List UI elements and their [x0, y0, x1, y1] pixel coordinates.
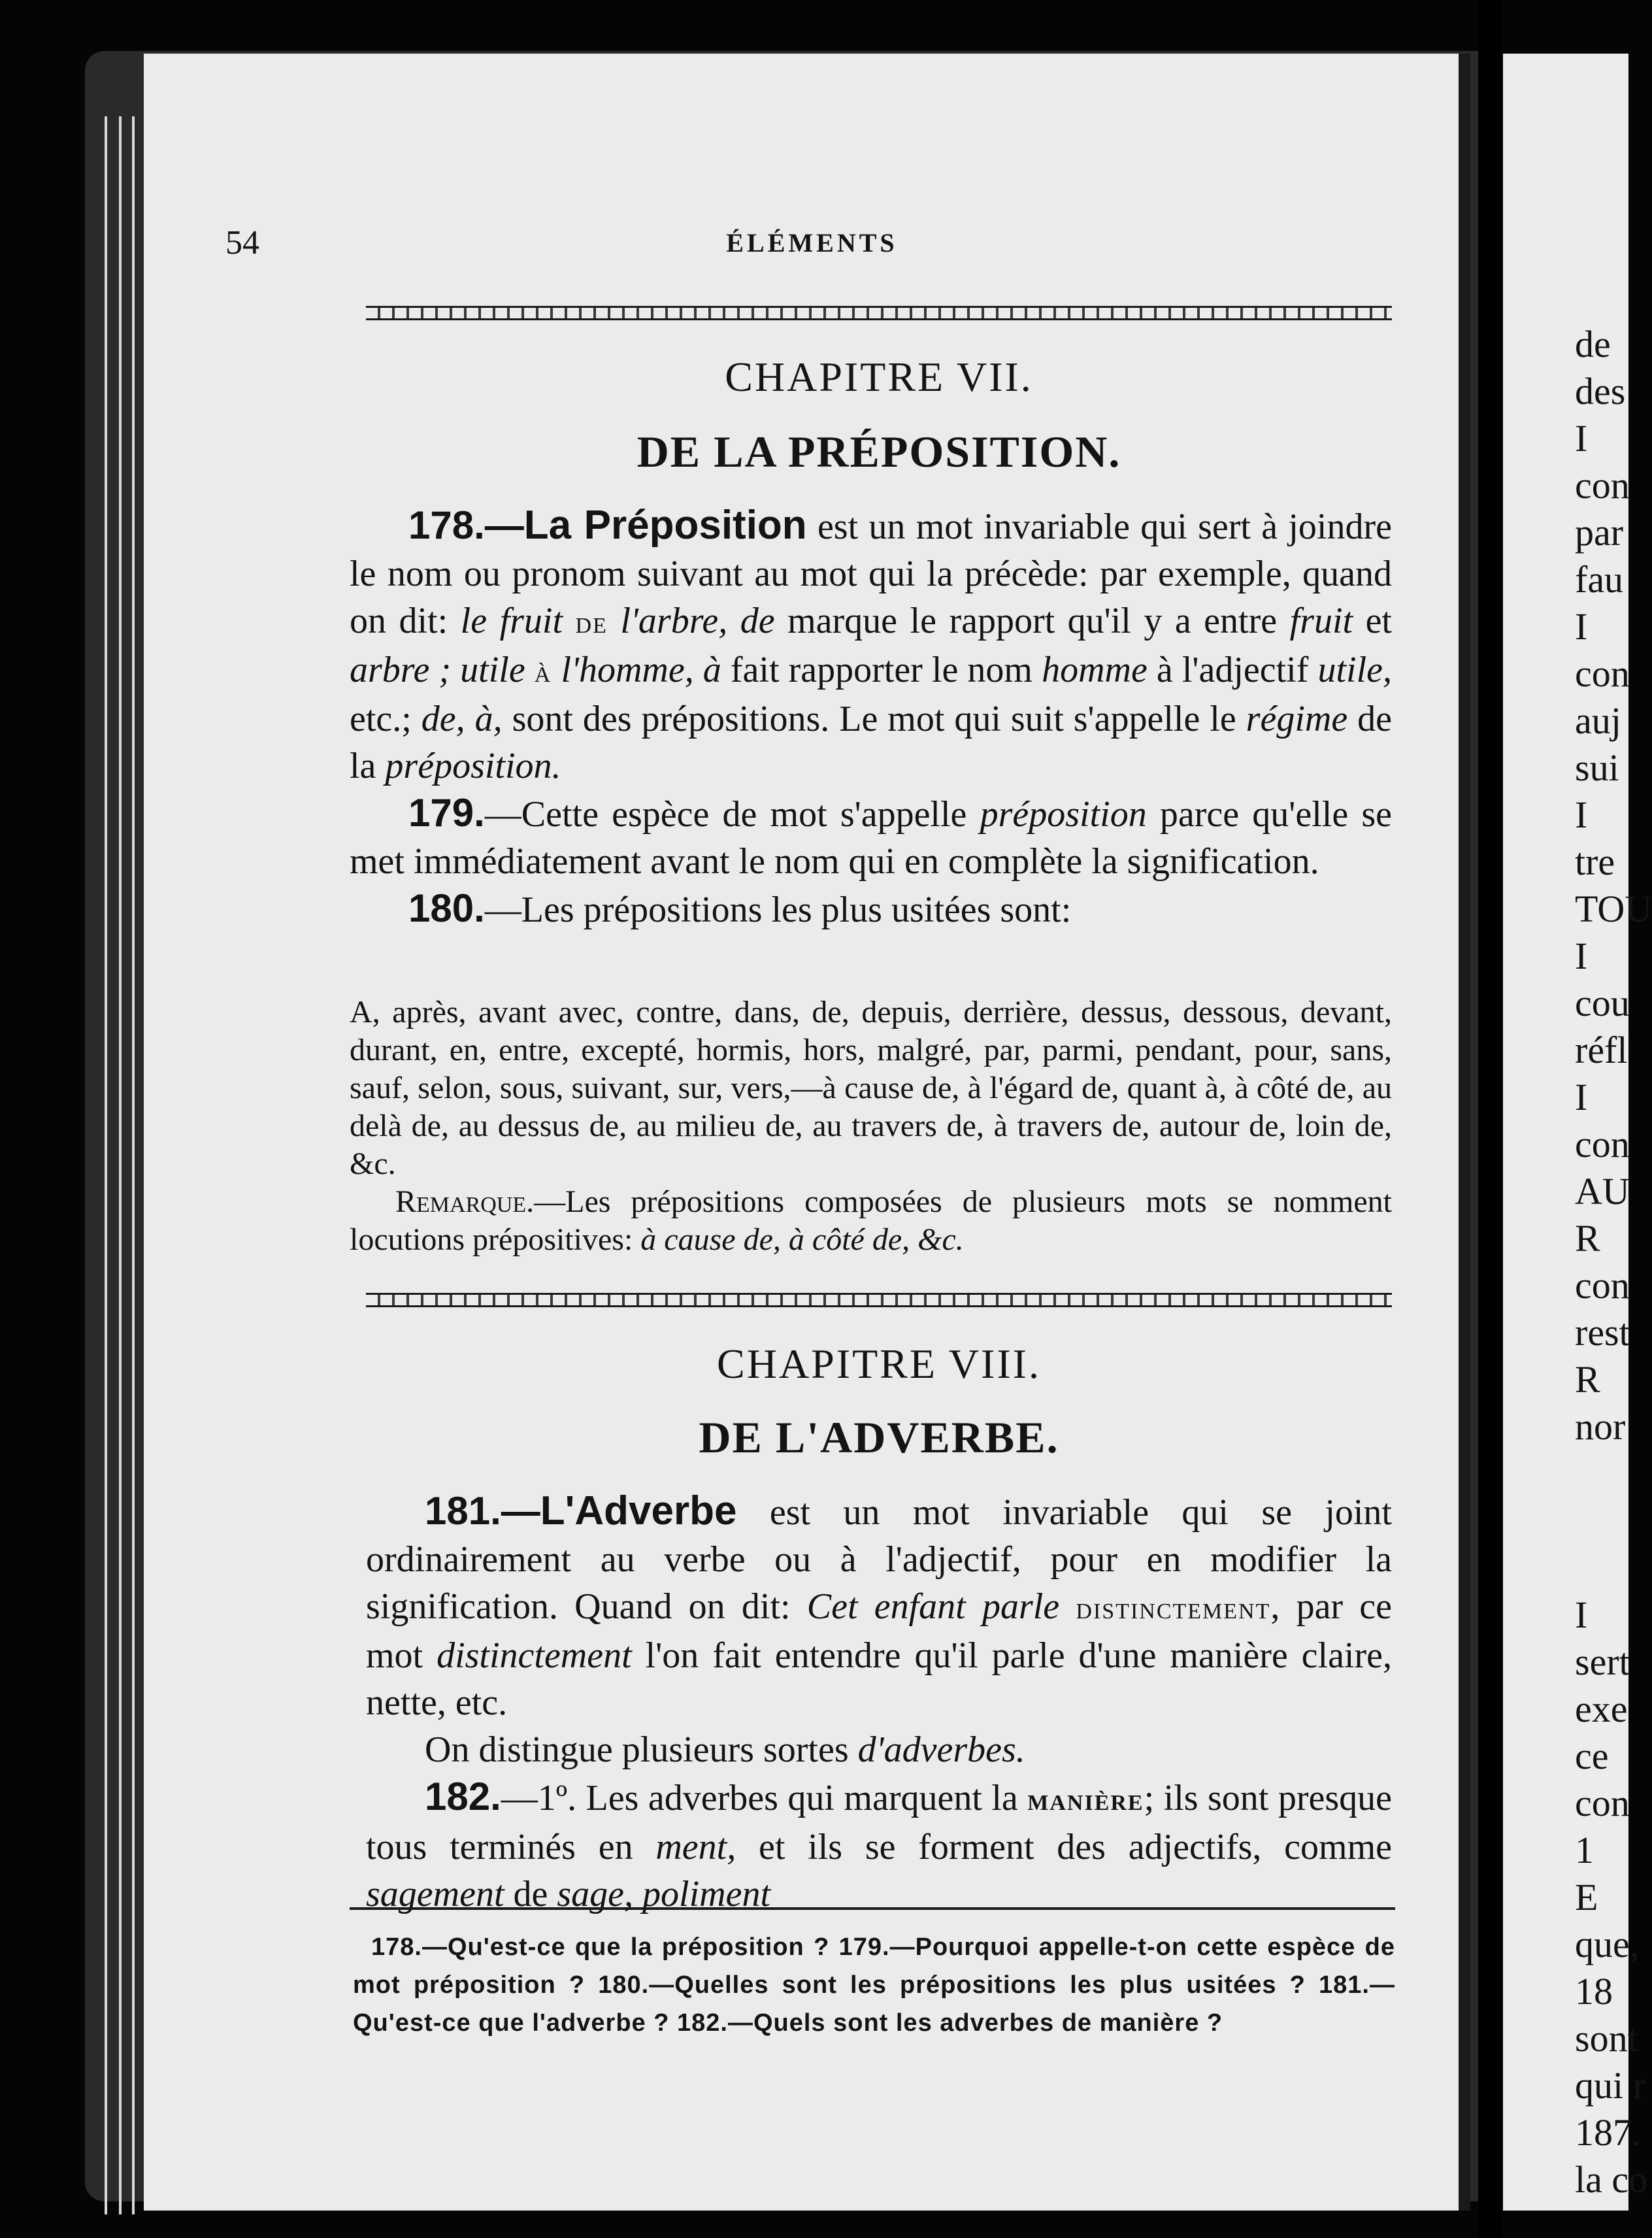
right-page-line: con: [1575, 464, 1630, 507]
footnote-rule: [350, 1907, 1395, 1910]
defined-term: L'Adverbe: [540, 1488, 737, 1533]
right-page-fragment: [1503, 54, 1652, 2211]
right-page-line: nor: [1575, 1405, 1626, 1448]
example-italic: arbre ; utile: [350, 650, 525, 690]
ornamental-rule: [366, 1293, 1392, 1307]
small-caps: distinctement: [1059, 1591, 1271, 1626]
right-page-line: con: [1575, 1264, 1630, 1307]
right-page-line: I: [1575, 793, 1588, 836]
paragraph-number: 182.: [425, 1775, 501, 1818]
example-italic: utile,: [1317, 650, 1392, 690]
paragraphs-181-182: [366, 1488, 1392, 1918]
right-page-line: 18: [1575, 1970, 1613, 2013]
text: —Les prépositions les plus usitées sont:: [484, 890, 1072, 930]
paragraph-number: 180.: [408, 886, 485, 930]
paragraphs-178-179: [350, 502, 1392, 933]
paragraph-180: [350, 885, 1392, 933]
right-page-line: AU: [1575, 1170, 1630, 1212]
text: ; ils sont presque tous terminés en: [366, 1778, 1392, 1867]
right-page-line: I: [1575, 935, 1588, 977]
text: marque le rapport qu'il y a entre: [774, 601, 1290, 641]
small-caps: manière: [1027, 1782, 1144, 1817]
footnote-text: 178.—Qu'est-ce que la préposition ? 179.—Pourquoi appelle-t-on cette espèce de mot préposition ? 180.—Quelles sont les prépositions les plus usitées ? 181.—Qu'est-ce que l'adverbe ? 182.—Quels sont les adverbes de manière ?: [353, 1933, 1395, 2037]
right-page-line: sont: [1575, 2017, 1638, 2060]
paragraph-181-continued: [366, 1726, 1392, 1773]
page-edge-line: [119, 116, 122, 2214]
example-italic: à cause de, à côté de, &c.: [640, 1222, 964, 1257]
right-page-line: exe: [1575, 1688, 1628, 1730]
page-edge-line: [105, 116, 107, 2214]
paragraph-number: 181.—: [425, 1489, 540, 1533]
right-page-line: E: [1575, 1876, 1598, 1918]
text: —1º. Les adverbes qui marquent la: [501, 1778, 1028, 1818]
right-page-line: con: [1575, 1123, 1630, 1165]
text: etc.;: [350, 699, 421, 739]
example-italic: poliment: [642, 1874, 771, 1914]
chapter-7-label: CHAPITRE VII.: [725, 354, 1033, 400]
example-italic: préposition.: [385, 746, 561, 786]
text: sont des prépositions. Le mot qui suit s'appelle le: [502, 699, 1246, 739]
right-page-line: qui r: [1575, 2064, 1645, 2107]
preposition-list: [350, 994, 1392, 1259]
right-page-line: I: [1575, 1076, 1588, 1118]
right-page-line: par: [1575, 511, 1624, 554]
right-page-line: 187.: [1575, 2111, 1642, 2154]
right-page-line: des: [1575, 370, 1626, 412]
paragraph-181: [366, 1488, 1392, 1726]
right-page-line: de: [1575, 323, 1611, 365]
text: de la: [350, 699, 1393, 786]
text: , par ce mot: [366, 1586, 1393, 1676]
page-header: [225, 224, 1398, 269]
right-page-line: auj: [1575, 699, 1621, 742]
preposition-list-text: A, après, avant avec, contre, dans, de, depuis, derrière, dessus, dessous, devant, durant, en, entre, excepté, hormis, hors, malgré, par, parmi, pendant, pour, sans, sauf, selon, sous, suivant, sur, vers,—à cause de, à l'égard de, quant à, à côté de, au delà de, au dessus de, au milieu de, au travers de, à travers de, autour de, loin de, &c.: [350, 995, 1392, 1181]
right-page-line: sert: [1575, 1641, 1630, 1683]
paragraph-179: [350, 790, 1392, 885]
small-caps: à: [525, 654, 561, 689]
example-italic: sagement: [366, 1874, 504, 1914]
example-italic: l'homme, à: [561, 650, 721, 690]
remark: [350, 1183, 1392, 1259]
example-italic: régime: [1246, 699, 1348, 739]
right-page-line: fau: [1575, 558, 1624, 601]
gutter-shadow: [1459, 54, 1470, 2211]
example-italic: de, à,: [421, 699, 503, 739]
right-page-line: I: [1575, 1594, 1588, 1636]
text: est un mot invariable qui se joint ordinairement au verbe ou à l'adjectif, pour en modifier la signification. Quand on dit:: [366, 1492, 1392, 1627]
right-page-line: R: [1575, 1358, 1600, 1401]
example-italic: le fruit: [460, 601, 563, 641]
running-title: ÉLÉMENTS: [726, 228, 898, 258]
right-page-line: cou: [1575, 982, 1630, 1024]
example-italic: distinctement: [437, 1635, 632, 1676]
right-page-line: rest: [1575, 1311, 1630, 1354]
example-italic: Cet enfant parle: [806, 1586, 1060, 1627]
footnote-questions: [353, 1928, 1395, 2042]
paragraph-number: 179.: [408, 791, 485, 835]
page-edge-line: [132, 116, 135, 2214]
example-italic: d'adverbes.: [857, 1729, 1025, 1770]
text: de: [504, 1874, 557, 1914]
small-caps: de: [563, 605, 621, 640]
right-page-line: 1: [1575, 1829, 1594, 1871]
text: fait rapporter le nom: [721, 650, 1042, 690]
text: et ils se forment des adjectifs, comme: [736, 1827, 1392, 1867]
example-italic: ment,: [655, 1827, 736, 1867]
remark-label: Remarque.: [395, 1184, 535, 1219]
right-page-line: tre: [1575, 841, 1615, 883]
example-italic: sage,: [557, 1874, 634, 1914]
right-page-line: réfl: [1575, 1029, 1628, 1071]
book-spine: [1478, 0, 1502, 2238]
right-page-line: ce: [1575, 1735, 1609, 1777]
right-page-line: I: [1575, 605, 1588, 648]
right-page-line: que,: [1575, 1923, 1640, 1965]
example-italic: fruit: [1289, 601, 1353, 641]
text: l'on fait entendre qu'il parle d'une manière claire, nette, etc.: [366, 1635, 1392, 1723]
paragraph-182: [366, 1773, 1392, 1918]
page-number: 54: [225, 224, 259, 261]
paragraph-178: [350, 502, 1392, 790]
text: —Les prépositions composées de plusieurs mots se nomment locutions prépositives:: [350, 1184, 1392, 1257]
paragraph-number: 178.—: [408, 503, 524, 547]
right-page-line: con: [1575, 652, 1630, 695]
right-page-line: TOU: [1575, 888, 1652, 930]
chapter-8-label: CHAPITRE VIII.: [717, 1341, 1041, 1387]
example-italic: l'arbre, de: [620, 601, 775, 641]
right-page-line: I: [1575, 417, 1588, 459]
text: à l'adjectif: [1147, 650, 1318, 690]
defined-term: La Préposition: [523, 503, 807, 548]
text: On distingue plusieurs sortes: [425, 1729, 858, 1770]
text: —Cette espèce de mot s'appelle: [484, 794, 980, 835]
right-page-line: sui: [1575, 746, 1619, 789]
text: est un mot invariable qui sert à joindre le nom ou pronom suivant au mot qui la précède: par exemple, quand on dit:: [350, 507, 1392, 641]
right-page-line: con: [1575, 1782, 1630, 1824]
example-italic: préposition: [980, 794, 1147, 835]
right-page-line: R: [1575, 1217, 1600, 1260]
chapter-7-title: DE LA PRÉPOSITION.: [636, 427, 1121, 476]
right-page-line: la co: [1575, 2158, 1648, 2201]
text: parce qu'elle se met immédiatement avant le nom qui en complète la signification.: [350, 794, 1392, 882]
example-italic: homme: [1042, 650, 1148, 690]
ornamental-rule: [366, 306, 1392, 320]
chapter-8-title: DE L'ADVERBE.: [699, 1412, 1059, 1462]
text: et: [1353, 601, 1392, 641]
